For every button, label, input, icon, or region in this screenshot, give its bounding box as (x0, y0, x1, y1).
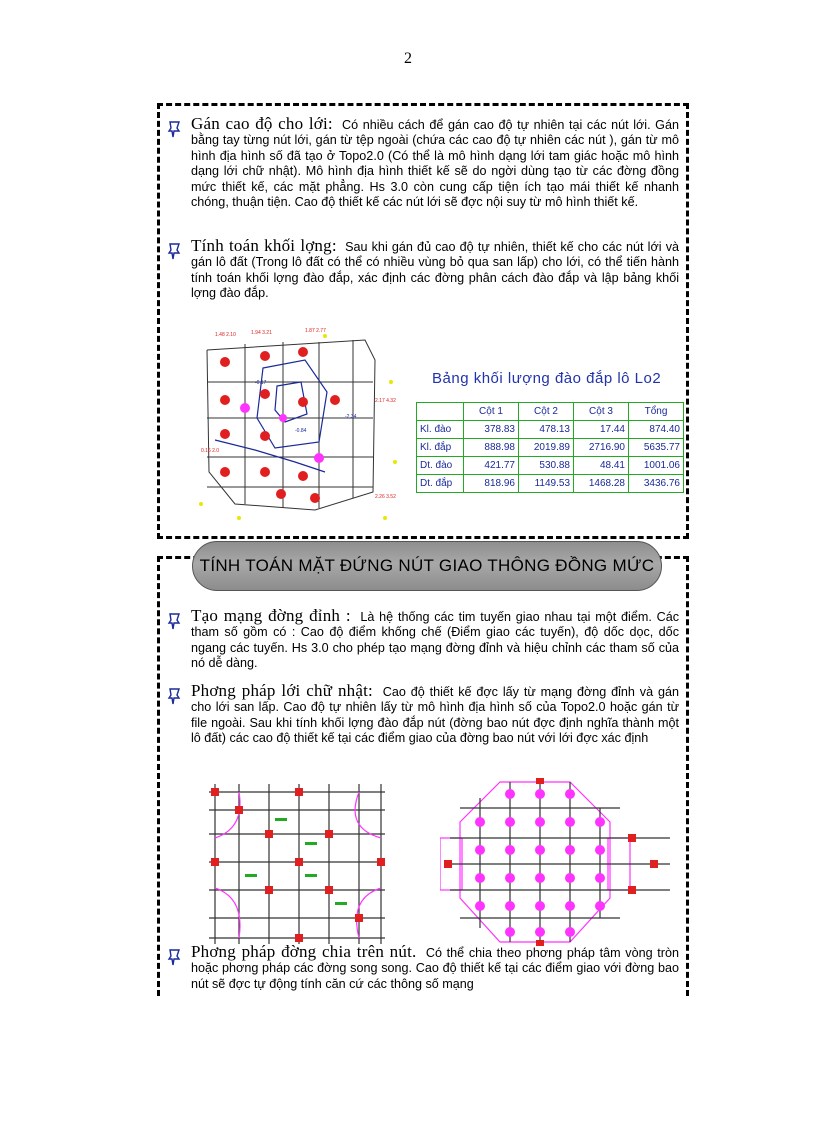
section-banner: TÍNH TOÁN MẶT ĐỨNG NÚT GIAO THÔNG ĐỒNG MỨC (192, 541, 662, 591)
svg-text:1.48 2.10: 1.48 2.10 (215, 332, 236, 338)
table-cell: Dt. đắp (417, 475, 464, 493)
bullet-heading: Tạo mạng đờng đỉnh : (191, 606, 351, 625)
table-cell: 3436.76 (629, 475, 684, 493)
bullet-text: Là hệ thống các tim tuyến giao nhau tại một điểm. Các tham số gồm có : Cao độ điểm khống chế (Điểm giao các tuyến), độ dốc dọc, dốc ngang các tuyến. Hs 3.0 cho phép tạo mạng đờng đỉnh và hiệu chỉnh các tham số của nó dễ dàng. (191, 610, 680, 671)
bullet-heading: Phơng pháp đờng chia trên nút. (191, 942, 417, 961)
table-cell: Dt. đào (417, 457, 464, 475)
table-cell: 378.83 (464, 421, 519, 439)
bullet-heading: Gán cao độ cho lới: (191, 114, 333, 133)
svg-text:-0.84: -0.84 (295, 428, 307, 434)
bullet-volume-calc (167, 238, 679, 302)
bullet-assign-elevation (167, 116, 679, 210)
svg-text:2.26 3.52: 2.26 3.52 (375, 494, 396, 500)
table-header-cell: Cột 2 (519, 403, 574, 421)
pin-icon (167, 238, 185, 302)
table-row (417, 421, 684, 439)
octagon-intersection-drawing (440, 778, 670, 948)
svg-text:2.17 4.32: 2.17 4.32 (375, 398, 396, 404)
table-cell: 421.77 (464, 457, 519, 475)
table-row (417, 457, 684, 475)
table-cell: Kl. đắp (417, 439, 464, 457)
svg-text:1.94 3.21: 1.94 3.21 (251, 330, 272, 336)
pin-icon (167, 944, 185, 992)
table-cell: 1468.28 (574, 475, 629, 493)
table-row (417, 475, 684, 493)
svg-text:0.16 2.0: 0.16 2.0 (201, 448, 220, 454)
grid-intersection-drawing (205, 778, 390, 948)
svg-text:-0.17: -0.17 (255, 380, 267, 386)
bullet-split-method (167, 944, 679, 992)
table-cell: 874.40 (629, 421, 684, 439)
bullet-rect-grid-method (167, 683, 679, 747)
site-plan-drawing (195, 322, 415, 532)
bullet-heading: Phơng pháp lới chữ nhật: (191, 681, 373, 700)
table-cell: Kl. đào (417, 421, 464, 439)
table-row (417, 439, 684, 457)
pin-icon (167, 116, 185, 210)
table-cell: 1001.06 (629, 457, 684, 475)
table-header-cell: Cột 1 (464, 403, 519, 421)
svg-text:1.87 2.77: 1.87 2.77 (305, 328, 326, 334)
table-header-cell: Cột 3 (574, 403, 629, 421)
table-cell: 48.41 (574, 457, 629, 475)
table-cell: 5635.77 (629, 439, 684, 457)
bullet-text: Có thể chia theo phơng pháp tâm vòng tròn hoặc phơng pháp các đờng song song. Cao độ thiết kế tại các điểm giao với đờng bao nút sẽ đợc tự động tính căn cứ các thông số mạng (191, 946, 679, 991)
bullet-text: Có nhiều cách để gán cao độ tự nhiên tại các nút lới. Gán bằng tay từng nút lới, gán từ tệp ngoài (chứa các cao độ tự nhiên các nút ), gán từ mô hình địa hình số đã tạo ở Topo2.0 (Có thể là mô hình dạng lới tam giác hoặc mô hình dạng lới chữ nhật). Mô hình địa hình thiết kế sẽ do ngời dùng tạo từ các đờng đồng mức thiết kế, các mặt phẳng. Hs 3.0 còn cung cấp tiện ích tạo mái thiết kế nhanh chóng, thuận tiện. Cao độ thiết kế các nút lới sẽ đợc nội suy từ mô hình thiết kế. (191, 118, 679, 210)
bullet-heading: Tính toán khối lợng: (191, 236, 337, 255)
table-header-row (417, 403, 684, 421)
table-header-cell (417, 403, 464, 421)
svg-text:-2.34: -2.34 (345, 414, 357, 420)
pin-icon (167, 683, 185, 747)
pin-icon (167, 608, 185, 672)
table-cell: 2019.89 (519, 439, 574, 457)
table-cell: 1149.53 (519, 475, 574, 493)
bullet-ridge-network (167, 608, 679, 672)
bullet-text: Cao độ thiết kế đợc lấy từ mạng đờng đỉnh và gán cho lới san lấp. Cao độ tự nhiên lấy từ mô hình địa hình số của Topo2.0 hoặc gán từ file ngoài. Sau khi tính khối lợng đào đắp nút (đờng bao nút đợc định nghĩa thành một lô đất) các cao độ thiết kế tại các điểm giao của đờng bao nút với lới đợc xác định (191, 685, 679, 746)
table-cell: 530.88 (519, 457, 574, 475)
table-header-cell: Tổng (629, 403, 684, 421)
table-cell: 818.96 (464, 475, 519, 493)
table-cell: 888.98 (464, 439, 519, 457)
table-cell: 478.13 (519, 421, 574, 439)
bullet-text: Sau khi gán đủ cao độ tự nhiên, thiết kế cho các nút lới và gán lô đất (Trong lô đất có thể có nhiều vùng bỏ qua san lấp) cho lới, có thể tiến hành tính toán khối lợng đào đắp, xác định các đờng phân cách đào đắp và lập bảng khối lợng đào đắp. (191, 240, 679, 301)
table-cell: 17.44 (574, 421, 629, 439)
volume-table (416, 402, 684, 493)
page-number: 2 (404, 50, 412, 67)
table-cell: 2716.90 (574, 439, 629, 457)
volume-table-title: Bảng khối lượng đào đắp lô Lo2 (432, 370, 662, 387)
